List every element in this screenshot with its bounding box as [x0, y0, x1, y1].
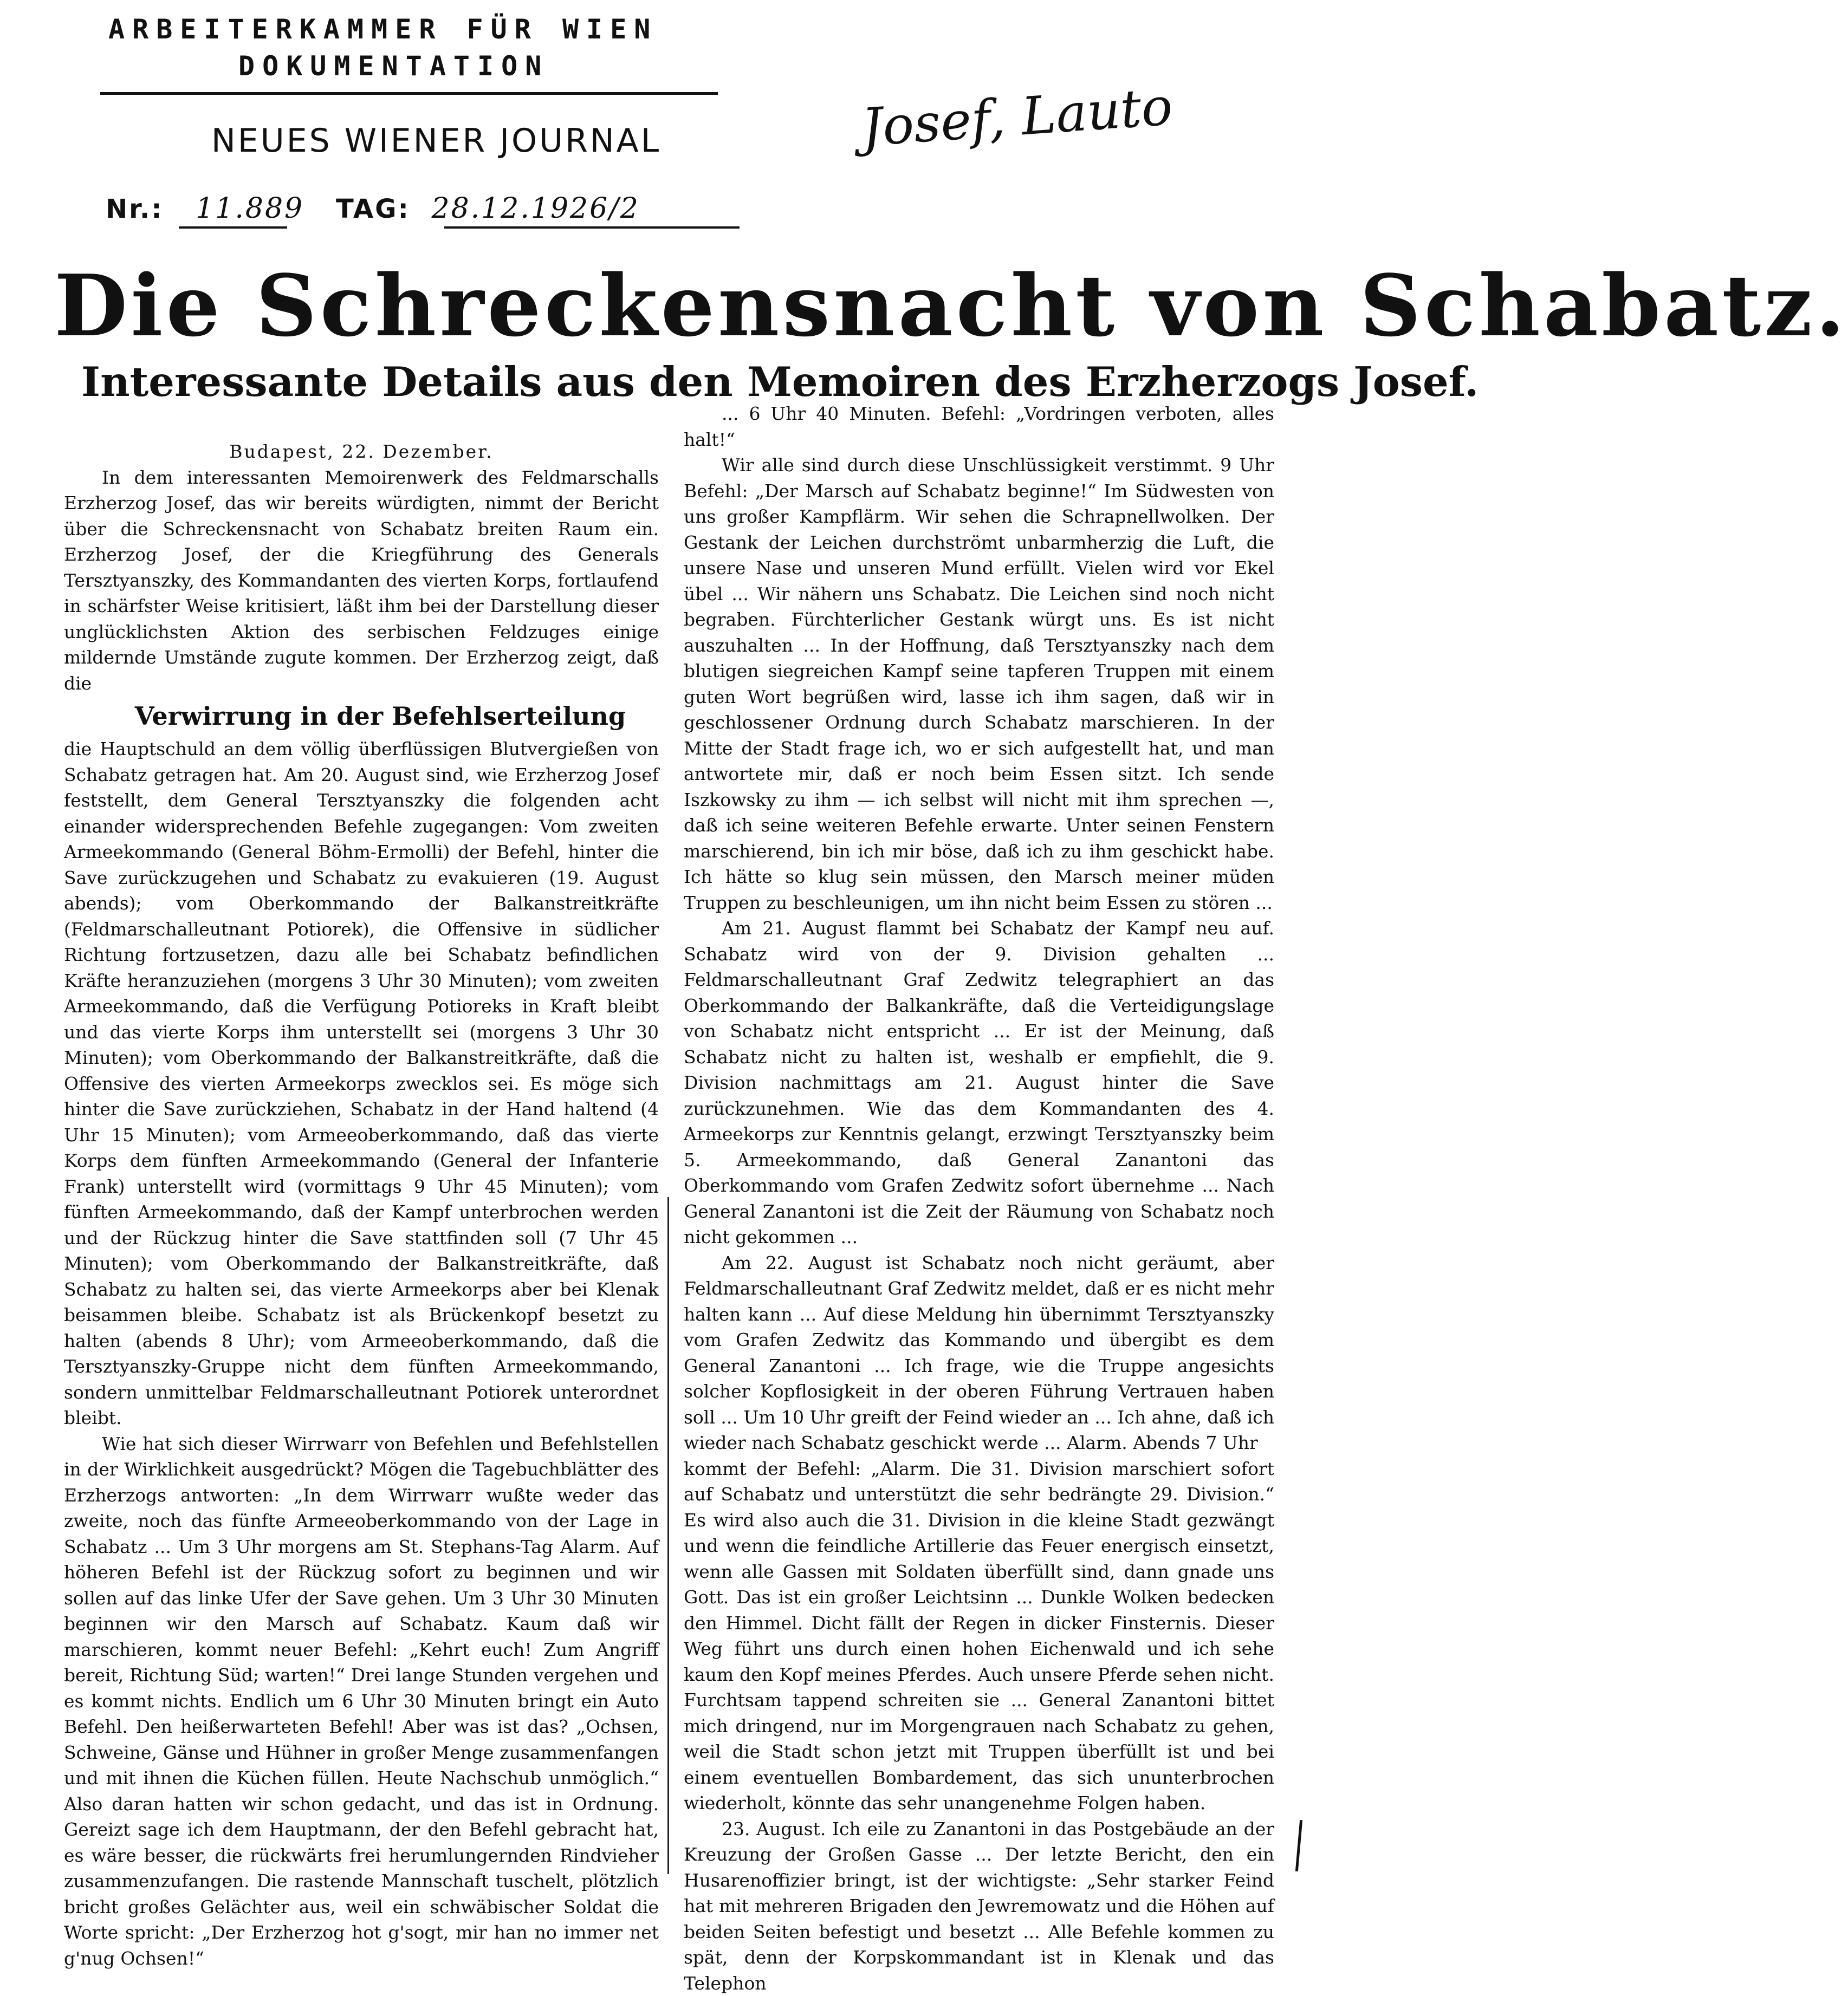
article-headline: Die Schreckensnacht von Schabatz. [54, 255, 1279, 357]
dateline: Budapest, 22. Dezember. [64, 439, 659, 465]
paragraph: kommt der Befehl: „Alarm. Die 31. Division marschiert sofort auf Schabatz und unterstützt die sehr bedrängte 29. Division.“ Es wird also auch die 31. Division in die kleine Stadt gezwängt und wenn die feindliche Artillerie das Feuer energisch einsetzt, wenn alle Gassen mit Soldaten überfüllt sind, dann gnade uns Gott. Das ist ein großer Leichtsinn ... Dunkle Wolken bedecken den Himmel. Dicht fällt der Regen in dicker Finsternis. Dieser Weg führt uns durch einen hohen Eichenwald und ich sehe kaum den Kopf meines Pferdes. Auch unsere Pferde sehen nicht. Furchtsam tappend schreiten sie ... General Zanantoni bittet mich dringend, nur im Morgengrauen nach Schabatz zu gehen, weil die Stadt schon jetzt mit Truppen überfüllt ist und bei einem eventuellen Bombardement, das sich ununterbrochen wiederholt, könnte das sehr unangenehme Folgen haben. [684, 1456, 1274, 1816]
paragraph: Am 21. August flammt bei Schabatz der Kampf neu auf. Schabatz wird von der 9. Division gehalten ... Feldmarschalleutnant Graf Zedwitz telegraphiert an das Oberkommando der Balkankräfte, daß die Verteidigungslage von Schabatz nicht entspricht ... Er ist der Meinung, daß Schabatz nicht zu halten ist, weshalb er empfiehlt, die 9. Division nachmittags am 21. August hinter die Save zurückzunehmen. Wie das dem Kommandanten des 4. Armeekorps zur Kenntnis gelangt, erzwingt Tersztyanszky beim 5. Armeekommando, daß General Zanantoni das Oberkommando vom Grafen Zedwitz sofort übernehme ... Nach General Zanantoni ist die Zeit der Räumung von Schabatz noch nicht gekommen ... [684, 915, 1274, 1250]
issue-date-label: TAG: [336, 194, 410, 224]
left-column [64, 439, 659, 1777]
paragraph: Am 22. August ist Schabatz noch nicht geräumt, aber Feldmarschalleutnant Graf Zedwitz meldet, daß er es nicht mehr halten kann ... Auf diese Meldung hin übernimmt Tersztyanszky vom Grafen Zedwitz das Kommando und übergibt es dem General Zanantoni ... Ich frage, wie die Truppe angesichts solcher Kopflosigkeit in der oberen Führung Vertrauen haben soll ... Um 10 Uhr greift der Feind wieder an ... Ich ahne, daß ich wieder nach Schabatz geschickt werde ... Alarm. Abends 7 Uhr [684, 1250, 1274, 1456]
issue-date-underline [444, 226, 740, 229]
handwritten-signature: Josef, Lauto [860, 76, 1175, 158]
paragraph: die Hauptschuld an dem völlig überflüssigen Blutvergießen von Schabatz getragen hat. Am 20. August sind, wie Erzherzog Josef feststellt, dem General Tersztyanszky die folgenden acht einander widersprechenden Befehle zugegangen: Vom zweiten Armeekommando (General Böhm-Ermolli) der Befehl, hinter die Save zurückzugehen und Schabatz zu evakuieren (19. August abends); vom Oberkommando der Balkanstreitkräfte (Feldmarschalleutnant Potiorek), die Offensive in südlicher Richtung fortzusetzen, dazu alle bei Schabatz befindlichen Kräfte heranzuziehen (morgens 3 Uhr 30 Minuten); vom zweiten Armeekommando, daß die Verfügung Potioreks in Kraft bleibt und das vierte Korps ihm unterstellt sei (morgens 3 Uhr 30 Minuten); vom Oberkommando der Balkanstreitkräfte, daß die Offensive des vierten Armeekorps zwecklos sei. Es möge sich hinter die Save zurückziehen, Schabatz in der Hand haltend (4 Uhr 15 Minuten); vom Armeeoberkommando, daß das vierte Korps dem fünften Armeekommando (General der Infanterie Frank) unterstellt wird (vormittags 9 Uhr 45 Minuten); vom fünften Armeekommando, daß der Kampf unterbrochen werden und der Rückzug hinter die Save stattfinden soll (7 Uhr 45 Minuten); vom Oberkommando der Balkanstreitkräfte, daß Schabatz zu halten sei, das vierte Armeekorps aber bei Klenak beisammen bleibe. Schabatz ist als Brückenkopf besetzt zu halten (abends 8 Uhr); vom Armeeoberkommando, daß die Tersztyanszky-Gruppe nicht dem fünften Armeekommando, sondern unmittelbar Feldmarschalleutnant Potiorek unterordnet bleibt. [64, 736, 659, 1431]
paragraph: Wie hat sich dieser Wirrwarr von Befehlen und Befehlstellen in der Wirklichkeit ausgedrückt? Mögen die Tagebuchblätter des Erzherzogs antworten: „In dem Wirrwarr wußte weder das zweite, noch das fünfte Armeeoberkommando von der Lage in Schabatz ... Um 3 Uhr morgens am St. Stephans-Tag Alarm. Auf höheren Befehl ist der Rückzug sofort zu beginnen und wir sollen auf das linke Ufer der Save gehen. Um 3 Uhr 30 Minuten beginnen wir den Marsch auf Schabatz. Kaum daß wir marschieren, kommt neuer Befehl: „Kehrt euch! Zum Angriff bereit, Richtung Süd; warten!“ Drei lange Stunden vergehen und es kommt nichts. Endlich um 6 Uhr 30 Minuten bringt ein Auto Befehl. Den heißerwarteten Befehl! Aber was ist das? „Ochsen, Schweine, Gänse und Hühner in großer Menge zusammenfangen und mit ihnen die Küchen füllen. Heute Nachschub unmöglich.“ Also daran hatten wir schon gedacht, und das ist in Ordnung. Gereizt sage ich dem Hauptmann, der den Befehl gebracht hat, es wäre besser, die rückwärts frei herumlungernden Rindvieher zusammenzufangen. Die rastende Mannschaft tuschelt, plötzlich bricht großes Gelächter aus, weil ein schwäbischer Soldat die Worte spricht: „Der Erzherzog hot g'sogt, mir han no immer net g'nug Ochsen!“ [64, 1431, 659, 1972]
article-subtitle: Interessante Details aus den Memoiren des Erzherzogs Josef. [81, 357, 1246, 406]
issue-number [106, 192, 304, 225]
paragraph: ... 6 Uhr 40 Minuten. Befehl: „Vordringen verboten, alles halt!“ [684, 401, 1274, 452]
issue-number-underline [179, 226, 287, 229]
newspaper-name: NEUES WIENER JOURNAL [211, 122, 661, 160]
issue-date-value: 28.12.1926/2 [431, 192, 639, 225]
issue-date [336, 192, 640, 225]
stamp-department: DOKUMENTATION [108, 48, 658, 84]
column-divider [667, 1197, 669, 1874]
paragraph: Wir alle sind durch diese Unschlüssigkeit verstimmt. 9 Uhr Befehl: „Der Marsch auf Schabatz beginne!“ Im Südwesten von uns großer Kampflärm. Wir sehen die Schrapnellwolken. Der Gestank der Leichen durchströmt unbarmherzig die Luft, die unsere Nase und unseren Mund erfüllt. Vielen wird vor Ekel übel ... Wir nähern uns Schabatz. Die Leichen sind noch nicht begraben. Fürchterlicher Gestank würgt uns. Es ist nicht auszuhalten ... In der Hoffnung, daß Tersztyanszky nach dem blutigen siegreichen Kampf seine tapferen Truppen mit einem guten Wort begrüßen wird, lasse ich ihm sagen, daß wir in geschlossener Ordnung durch Schabatz marschieren. In der Mitte der Stadt frage ich, wo er sich aufgestellt hat, und man antwortete mir, daß er noch beim Essen sitzt. Ich sende Iszkowsky zu ihm — ich selbst will nicht mit ihm sprechen —, daß ich seine weiteren Befehle erwarte. Unter seinen Fenstern marschierend, bin ich mir böse, daß ich zu ihm geschickt habe. Ich hätte so klug sein müssen, den Marsch meiner müden Truppen zu beschleunigen, um ihn nicht beim Essen zu stören ... [684, 452, 1274, 915]
section-heading: Verwirrung in der Befehlserteilung [64, 696, 659, 736]
stamp-institution: ARBEITERKAMMER FÜR WIEN [108, 11, 658, 48]
paragraph: In dem interessanten Memoirenwerk des Feldmarschalls Erzherzog Josef, das wir bereits würdigten, nimmt der Bericht über die Schreckensnacht von Schabatz breiten Raum ein. Erzherzog Josef, der die Kriegführung des Generals Tersztyanszky, des Kommandanten des vierten Korps, fortlaufend in schärfster Weise kritisiert, läßt ihm bei der Darstellung dieser unglücklichsten Aktion des serbischen Feldzuges einige mildernde Umstände zugute kommen. Der Erzherzog zeigt, daß die [64, 465, 659, 697]
issue-number-value: 11.889 [196, 192, 304, 225]
archive-stamp [108, 11, 658, 84]
issue-number-label: Nr.: [106, 194, 163, 224]
paragraph: 23. August. Ich eile zu Zanantoni in das Postgebäude an der Kreuzung der Großen Gasse ... Der letzte Bericht, den ein Husarenoffizier bringt, ist der wichtigste: „Sehr starker Feind hat mit mehreren Brigaden den Jewremowatz und die Höhen auf beiden Seiten befestigt und besetzt ... Alle Befehle kommen zu spät, denn der Korpskommandant ist in Klenak und das Telephon [684, 1816, 1274, 1996]
stamp-divider [100, 92, 718, 95]
margin-mark [1295, 1820, 1302, 1871]
right-column [684, 401, 1274, 1863]
